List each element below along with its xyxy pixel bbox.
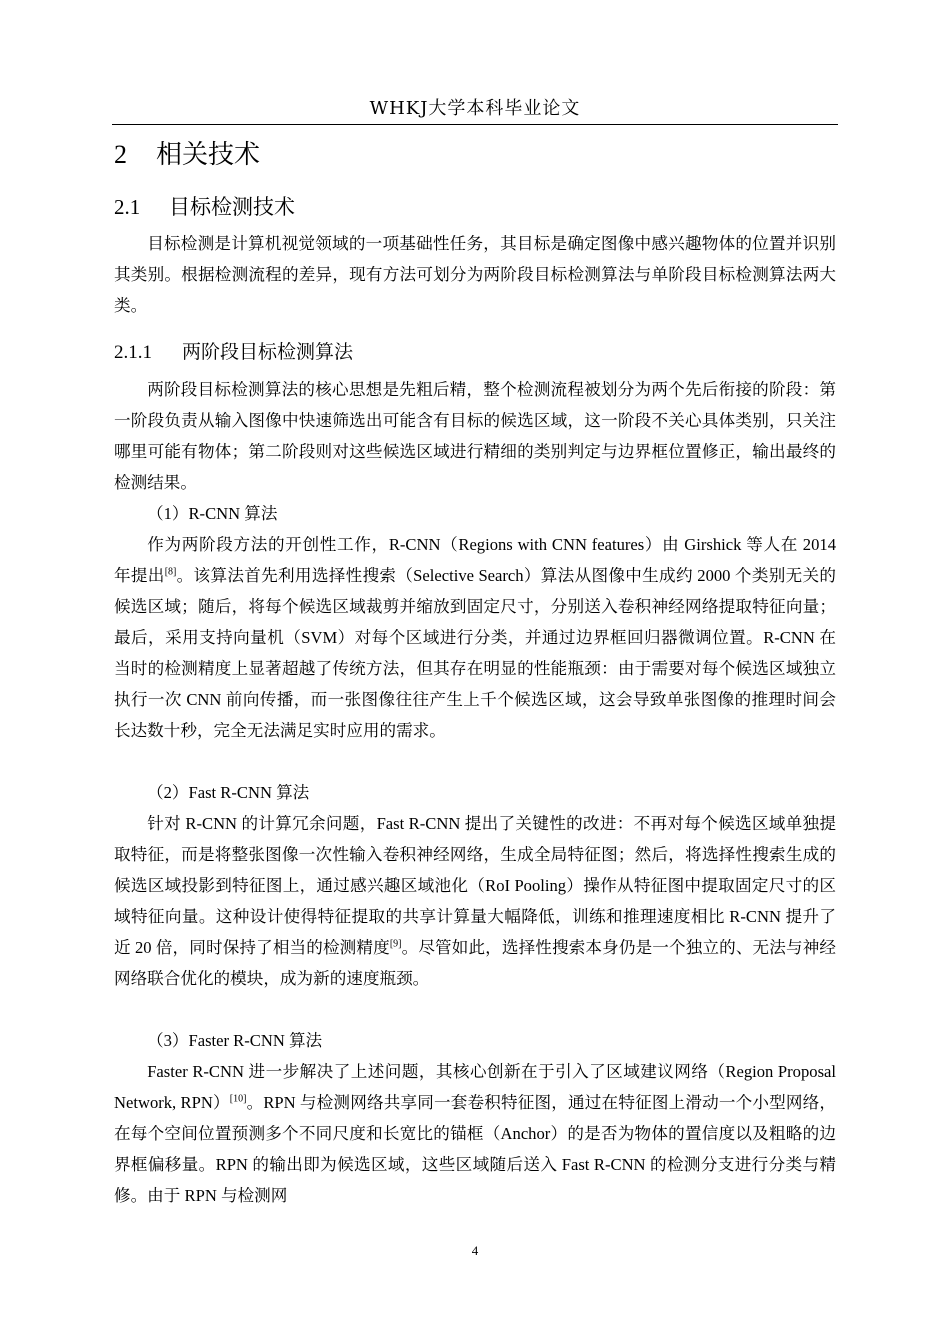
citation-10: [10]: [229, 1093, 247, 1105]
subsection-title: 两阶段目标检测算法: [182, 341, 354, 363]
running-header: WHKJ大学本科毕业论文: [369, 98, 581, 119]
citation-8: [8]: [164, 566, 177, 578]
faster-rcnn-text-a: Faster R-CNN 进一步解决了上述问题，其核心创新在于引入了区域建议网络（Region Proposal Network, RPN）: [114, 1062, 836, 1112]
rcnn-text-b: 。该算法首先利用选择性搜索（Selective Search）算法从图像中生成约 2000 个类别无关的候选区域；随后，将每个候选区域裁剪并缩放到固定尺寸，分别送入卷积神经网络提取特征向量；最后，采用支持向量机（SVM）对每个区域进行分类，并通过边界框回归器微调位置。R-CNN 在当时的检测精度上显著超越了传统方法，但其存在明显的性能瓶颈：由于需要对每个候选区域独立执行一次 CNN 前向传播，而一张图像往往产生上千个候选区域，这会导致单张图像的推理时间会长达数十秒，完全无法满足实时应用的需求。: [114, 566, 836, 740]
fast-rcnn-heading: （2）Fast R-CNN 算法: [147, 783, 310, 802]
faster-rcnn-paragraph: [114, 1056, 836, 1211]
section-number: 2.1: [114, 195, 141, 219]
faster-rcnn-heading: （3）Faster R-CNN 算法: [147, 1031, 323, 1050]
section-heading: [114, 191, 295, 221]
fast-rcnn-text-b: 。尽管如此，选择性搜索本身仍是一个独立的、无法与神经网络联合优化的模块，成为新的速度瓶颈。: [114, 938, 837, 988]
subsection-heading: [114, 337, 353, 364]
faster-rcnn-text-b: 。RPN 与检测网络共享同一套卷积特征图，通过在特征图上滑动一个小型网络，在每个空间位置预测多个不同尺度和长宽比的锚框（Anchor）的是否为物体的置信度以及粗略的边界框偏移量。RPN 的输出即为候选区域，这些区域随后送入 Fast R-CNN 的检测分支进行分类与精修。由于 RPN 与检测网: [114, 1093, 836, 1205]
subsection-number: 2.1.1: [114, 342, 152, 363]
header-rule: [112, 124, 838, 125]
chapter-title: 相关技术: [156, 140, 261, 170]
citation-9: [9]: [389, 938, 402, 950]
intro-paragraph: 目标检测是计算机视觉领域的一项基础性任务，其目标是确定图像中感兴趣物体的位置并识别其类别。根据检测流程的差异，现有方法可划分为两阶段目标检测算法与单阶段目标检测算法两大类。: [114, 234, 836, 315]
rcnn-paragraph: [114, 529, 836, 746]
chapter-number: 2: [114, 140, 127, 169]
two-stage-paragraph: 两阶段目标检测算法的核心思想是先粗后精，整个检测流程被划分为两个先后衔接的阶段：第一阶段负责从输入图像中快速筛选出可能含有目标的候选区域，这一阶段不关心具体类别，只关注哪里可能有物体；第二阶段则对这些候选区域进行精细的类别判定与边界框位置修正，输出最终的检测结果。: [114, 380, 836, 492]
fast-rcnn-text-a: 针对 R-CNN 的计算冗余问题，Fast R-CNN 提出了关键性的改进：不再对每个候选区域单独提取特征，而是将整张图像一次性输入卷积神经网络，生成全局特征图；然后，将选择性搜索生成的候选区域投影到特征图上，通过感兴趣区域池化（RoI Pooling）操作从特征图中提取固定尺寸的区域特征向量。这种设计使得特征提取的共享计算量大幅降低，训练和推理速度相比 R-CNN 提升了近 20 倍，同时保持了相当的检测精度: [114, 814, 836, 957]
section-title: 目标检测技术: [169, 195, 295, 219]
fast-rcnn-paragraph: [114, 808, 836, 994]
rcnn-text-a: 作为两阶段方法的开创性工作，R-CNN（Regions with CNN features）由 Girshick 等人在 2014 年提出: [114, 535, 836, 585]
chapter-heading: [114, 134, 260, 171]
page-number: 4: [471, 1243, 479, 1258]
rcnn-heading: （1）R-CNN 算法: [147, 504, 278, 523]
